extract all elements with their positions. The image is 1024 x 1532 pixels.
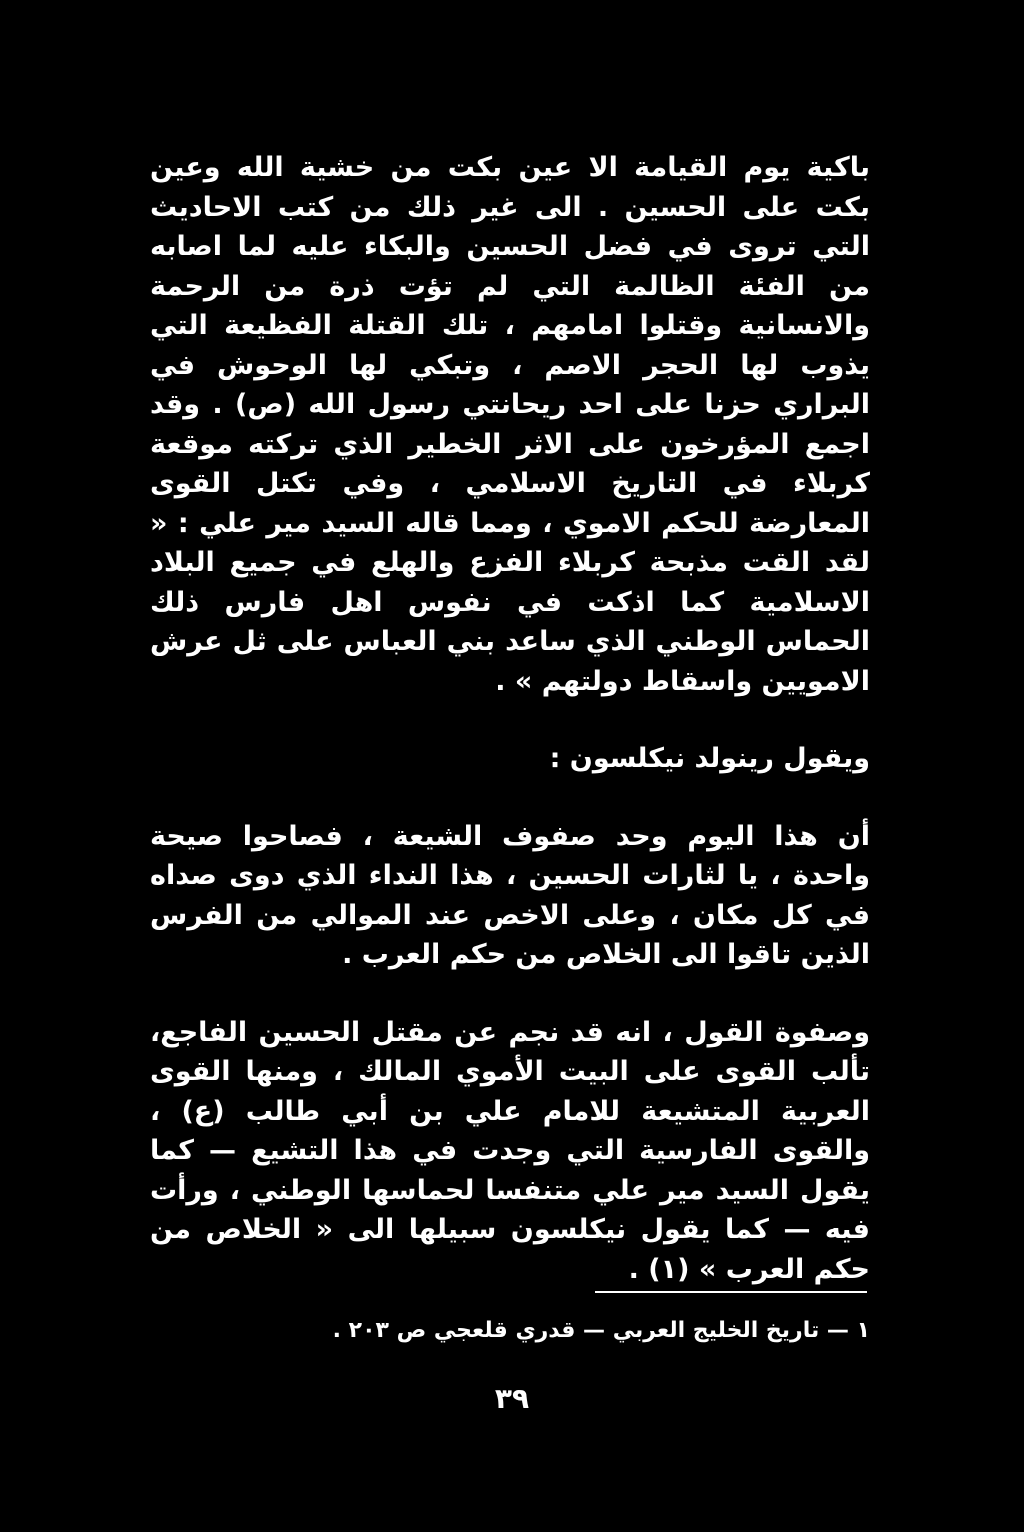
footnote: ١ — تاريخ الخليج العربي — قدري قلعجي ص ٢٠٣ . [332,1318,870,1343]
paragraph-4: وصفوة القول ، انه قد نجم عن مقتل الحسين الفاجع، تألب القوى على البيت الأموي المالك ، ومنها القوى العربية المتشيعة للامام علي بن أبي طالب (ع) ، والقوى الفارسية التي وجدت في هذا التشيع — كما يقول السيد مير علي متنفسا لحماسها الوطني ، ورأت فيه — كما يقول نيكلسون سبيلها الى « الخلاص من حكم العرب » (١) . [150,1016,870,1285]
paragraph-1: باكية يوم القيامة الا عين بكت من خشية الله وعين بكت على الحسين . الى غير ذلك من كتب الاحاديث التي تروى في فضل الحسين والبكاء عليه لما اصابه من الفئة الظالمة التي لم تؤت ذرة من الرحمة والانسانية وقتلوا امامهم ، تلك القتلة الفظيعة التي يذوب لها الحجر الاصم ، وتبكي لها الوحوش في البراري حزنا على احد ريحانتي رسول الله (ص) . وقد اجمع المؤرخون على الاثر الخطير الذي تركته موقعة كربلاء في التاريخ الاسلامي ، وفي تكتل القوى المعارضة للحكم الاموي ، ومما قاله السيد مير علي : « لقد القت مذبحة كربلاء الفزع والهلع في جميع البلاد الاسلامية كما اذكت في نفوس اهل فارس ذلك الحماس الوطني الذي ساعد بني العباس على ثل عرش الامويين واسقاط دولتهم » . [150,152,870,697]
page-number: ٣٩ [494,1382,530,1415]
page-body [150,148,870,1289]
paragraph-3: أن هذا اليوم وحد صفوف الشيعة ، فصاحوا صيحة واحدة ، يا لثارات الحسين ، هذا النداء الذي دوى صداه في كل مكان ، وعلى الاخص عند الموالي من الفرس الذين تاقوا الى الخلاص من حكم العرب . [150,820,870,970]
footnote-divider [595,1291,867,1293]
paragraph-2: ويقول رينولد نيكلسون : [549,743,870,774]
